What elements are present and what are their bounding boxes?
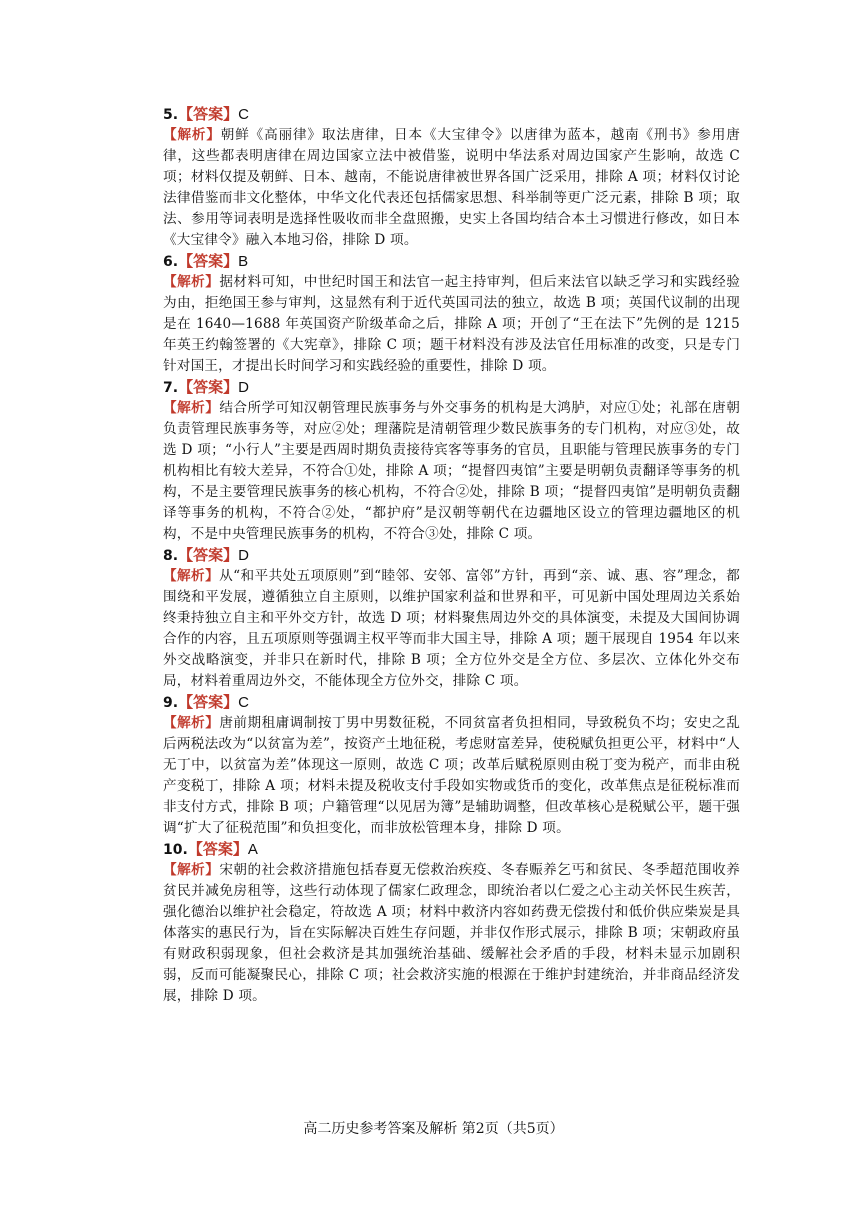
analysis-text: 朝鲜《高丽律》取法唐律，日本《大宝律令》以唐律为蓝本，越南《刑书》参用唐律，这些都表明唐律在周边国家立法中被借鉴，说明中华法系对周边国家产生影响，故选 C 项；材料仅提及朝鲜、日本、越南，不能说唐律被世界各国广泛采用，排除 A 项；材料仅讨论法律借鉴而非文化整体，中华文化代表还包括儒家思想、科举制等更广泛元素，排除 B 项；取法、参用等词表明是选择性吸收而非全盘照搬，史实上各国均结合本土习惯进行修改，如日本《大宝律令》融入本地习俗，排除 D 项。 xyxy=(163,127,740,248)
question-number: 9. xyxy=(163,695,179,711)
answer-line xyxy=(163,377,740,398)
analysis-paragraph xyxy=(163,713,740,839)
analysis-tag: 【解析】 xyxy=(163,400,220,416)
answer-letter: B xyxy=(238,253,249,270)
answer-letter: D xyxy=(238,547,249,564)
answer-item-7 xyxy=(163,377,740,545)
answer-page xyxy=(163,104,740,1007)
answer-item-6 xyxy=(163,251,740,377)
answer-line xyxy=(163,839,740,860)
answer-tag: 【答案】 xyxy=(178,105,239,123)
analysis-tag: 【解析】 xyxy=(163,274,220,290)
answer-line xyxy=(163,251,740,272)
answer-letter: C xyxy=(238,694,249,711)
question-number: 10. xyxy=(163,842,188,858)
answer-tag: 【答案】 xyxy=(178,252,239,270)
answer-item-8 xyxy=(163,545,740,692)
answer-letter: A xyxy=(247,841,258,858)
answer-tag: 【答案】 xyxy=(178,546,239,564)
answer-tag: 【答案】 xyxy=(178,378,239,396)
answer-tag: 【答案】 xyxy=(178,693,239,711)
analysis-tag: 【解析】 xyxy=(163,715,220,731)
question-number: 8. xyxy=(163,548,179,564)
answer-item-9 xyxy=(163,692,740,839)
analysis-text: 从“和平共处五项原则”到“睦邻、安邻、富邻”方针，再到“亲、诚、惠、容”理念，都围绕和平发展，遵循独立自主原则，以维护国家利益和世界和平，可见新中国处理周边关系始终秉持独立自主和平外交方针，故选 D 项；材料聚焦周边外交的具体演变，未提及大国间协调合作的内容，且五项原则等强调主权平等而非大国主导，排除 A 项；题干展现自 1954 年以来外交战略演变，并非只在新时代，排除 B 项；全方位外交是全方位、多层次、立体化外交布局，材料着重周边外交，不能体现全方位外交，排除 C 项。 xyxy=(163,568,740,689)
answer-line xyxy=(163,692,740,713)
answer-item-10 xyxy=(163,839,740,1007)
question-number: 7. xyxy=(163,380,179,396)
question-number: 5. xyxy=(163,107,179,123)
answer-line xyxy=(163,545,740,566)
answer-letter: C xyxy=(238,106,249,123)
analysis-tag: 【解析】 xyxy=(163,568,220,584)
analysis-paragraph xyxy=(163,125,740,251)
analysis-paragraph xyxy=(163,398,740,545)
answer-item-5 xyxy=(163,104,740,251)
answer-line xyxy=(163,104,740,125)
analysis-paragraph xyxy=(163,566,740,692)
analysis-text: 唐前期租庸调制按丁男中男数征税，不同贫富者负担相同，导致税负不均；安史之乱后两税法改为“以贫富为差”，按资产土地征税，考虑财富差异，使税赋负担更公平，材料中“人无丁中，以贫富为差”体现这一原则，故选 C 项；改革后赋税原则由税丁变为税产，而非由税产变税丁，排除 A 项；材料未提及税收支付手段如实物或货币的变化，改革焦点是征税标准而非支付方式，排除 B 项；户籍管理“以见居为簿”是辅助调整，但改革核心是税赋公平，题干强调“扩大了征税范围”和负担变化，而非放松管理本身，排除 D 项。 xyxy=(163,715,740,836)
analysis-text: 宋朝的社会救济措施包括春夏无偿救治疾疫、冬春赈养乞丐和贫民、冬季超范围收养贫民并减免房租等，这些行动体现了儒家仁政理念，即统治者以仁爱之心主动关怀民生疾苦，强化德治以维护社会稳定，符故选 A 项；材料中救济内容如药费无偿拨付和低价供应柴炭是具体落实的惠民行为，旨在实际解决百姓生存问题，并非仅作形式展示，排除 B 项；宋朝政府虽有财政积弱现象，但社会救济是其加强统治基础、缓解社会矛盾的手段，材料未显示加剧积弱，反而可能凝聚民心，排除 C 项；社会救济实施的根源在于维护封建统治，并非商品经济发展，排除 D 项。 xyxy=(163,862,740,1004)
analysis-text: 据材料可知，中世纪时国王和法官一起主持审判，但后来法官以缺乏学习和实践经验为由，拒绝国王参与审判，这显然有利于近代英国司法的独立，故选 B 项；英国代议制的出现是在 1640—1688 年英国资产阶级革命之后，排除 A 项；开创了“王在法下”先例的是 1215 年英王约翰签署的《大宪章》，排除 C 项；题干材料没有涉及法官任用标准的改变，只是专门针对国王，才提出长时间学习和实践经验的重要性，排除 D 项。 xyxy=(163,274,740,374)
analysis-tag: 【解析】 xyxy=(163,862,220,878)
question-number: 6. xyxy=(163,254,179,270)
analysis-text: 结合所学可知汉朝管理民族事务与外交事务的机构是大鸿胪，对应①处；礼部在唐朝负责管理民族事务等，对应②处；理藩院是清朝管理少数民族事务的专门机构，对应③处，故选 D 项；“小行人”主要是西周时期负责接待宾客等事务的官员，且职能与管理民族事务的专门机构相比有较大差异，不符合①处，排除 A 项；“提督四夷馆”主要是明朝负责翻译等事务的机构，不是主要管理民族事务的核心机构，不符合②处，排除 B 项；“提督四夷馆”是明朝负责翻译等事务的机构，不符合②处，“都护府”是汉朝等朝代在边疆地区设立的管理边疆地区的机构，不是中央管理民族事务的机构，不符合③处，排除 C 项。 xyxy=(163,400,740,542)
answer-letter: D xyxy=(238,379,249,396)
analysis-paragraph xyxy=(163,860,740,1007)
analysis-tag: 【解析】 xyxy=(163,127,221,143)
page-footer: 高二历史参考答案及解析 第2页（共5页） xyxy=(303,1121,564,1137)
analysis-paragraph xyxy=(163,272,740,377)
answer-tag: 【答案】 xyxy=(187,840,248,858)
